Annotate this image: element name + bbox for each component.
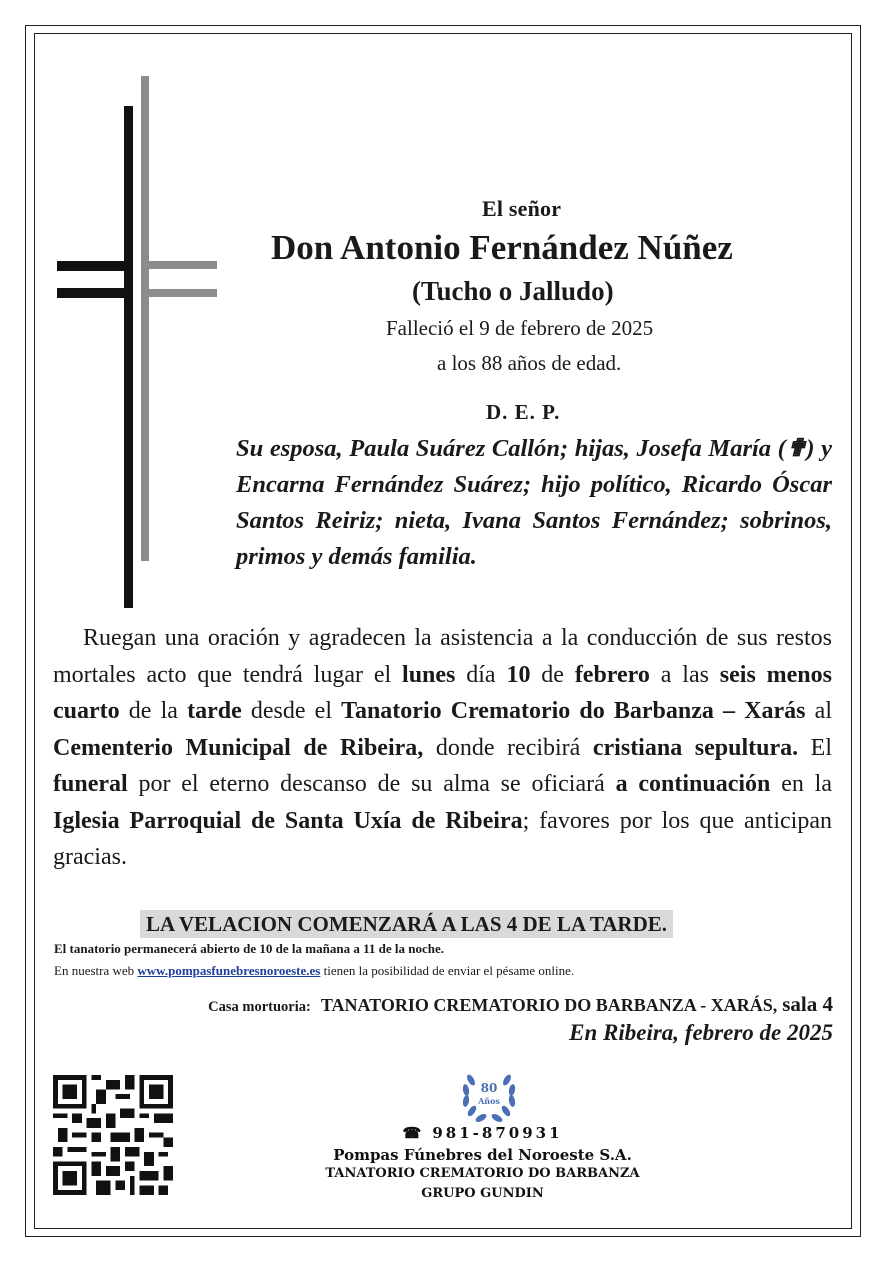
website-link[interactable]: www.pompasfunebresnoroeste.es (137, 963, 321, 978)
web-note (54, 963, 574, 979)
family-paragraph (236, 431, 832, 575)
company-name: Pompas Fúnebres del Noroeste S.A. (333, 1146, 632, 1164)
sala-number: sala 4 (782, 992, 833, 1016)
nickname: (Tucho o Jalludo) (412, 276, 614, 306)
body-text: de (530, 661, 575, 688)
body-bold: seis menos cuarto (53, 661, 832, 724)
body-text: de la (119, 698, 188, 724)
badge-number: 80 (480, 1081, 498, 1095)
casa-label: Casa mortuoria: (208, 999, 311, 1015)
body-text: por el eterno descanso de su alma se oficiará (127, 771, 616, 797)
tanatorio-name: TANATORIO CREMATORIO DO BARBANZA (325, 1166, 640, 1181)
family-text-2: ) y Encarna Fernández Suárez; hijo político, Ricardo Óscar Santos Reiriz; nieta, Ivana Santos Fernández; sobrinos, primos y demás familia. (236, 435, 832, 570)
group-name: GRUPO GUNDIN (421, 1186, 544, 1201)
phone-icon: ☎ (402, 1124, 425, 1142)
body-bold: tarde (187, 698, 242, 724)
anniversary-badge-icon (457, 1066, 521, 1124)
body-text: Ruegan una oración y agradecen la asistencia a la conducción de sus restos mortales acto que tendrá lugar el (53, 625, 832, 688)
ceremony-paragraph (53, 620, 832, 876)
body-text: a las (649, 661, 720, 688)
body-bold: funeral (53, 771, 128, 797)
death-date: Falleció el 9 de febrero de 2025 (386, 316, 654, 340)
body-text: El (798, 734, 832, 761)
phone-number[interactable]: 981-870931 (432, 1124, 563, 1142)
cross-icon (55, 76, 220, 611)
body-bold: febrero (574, 661, 650, 688)
body-bold: cristiana sepultura. (592, 734, 799, 761)
body-bold: 10 (506, 661, 531, 688)
deceased-cross-icon: ✟ (785, 435, 807, 462)
rip-text: D. E. P. (486, 400, 561, 424)
web-note-post: tienen la posibilidad de enviar el pésame online. (320, 963, 575, 978)
casa-mortuoria (208, 992, 833, 1017)
web-note-pre: En nuestra web (54, 963, 138, 978)
age-text: a los 88 años de edad. (437, 351, 622, 375)
phone-line (300, 1124, 665, 1142)
body-bold: lunes (402, 661, 456, 688)
body-text: ; favores por los que anticipan gracias. (53, 807, 832, 870)
body-text: al (805, 698, 832, 724)
body-bold: Iglesia Parroquial de Santa Uxía de Ribeira (53, 807, 523, 834)
body-bold: a continuación (615, 771, 771, 797)
family-text-1: Su esposa, Paula Suárez Callón; hijas, Josefa María ( (236, 435, 786, 462)
body-text: donde recibirá (423, 734, 593, 761)
intro-text: El señor (482, 196, 562, 221)
body-text: día (455, 661, 507, 688)
opening-hours: El tanatorio permanecerá abierto de 10 de la mañana a 11 de la noche. (54, 941, 444, 956)
casa-value: TANATORIO CREMATORIO DO BARBANZA - XARÁS, (320, 995, 778, 1015)
body-text: desde el (241, 698, 342, 724)
place-date: En Ribeira, febrero de 2025 (569, 1020, 833, 1045)
deceased-name: Don Antonio Fernández Núñez (271, 228, 733, 267)
body-text: en la (770, 771, 832, 797)
qr-code-icon[interactable] (53, 1075, 173, 1195)
body-bold: Tanatorio Crematorio do Barbanza – Xarás (341, 698, 806, 724)
velacion-banner: LA VELACION COMENZARÁ A LAS 4 DE LA TARDE. (140, 910, 673, 938)
badge-text: Años (478, 1096, 500, 1106)
body-bold: Cementerio Municipal de Ribeira, (53, 734, 424, 761)
